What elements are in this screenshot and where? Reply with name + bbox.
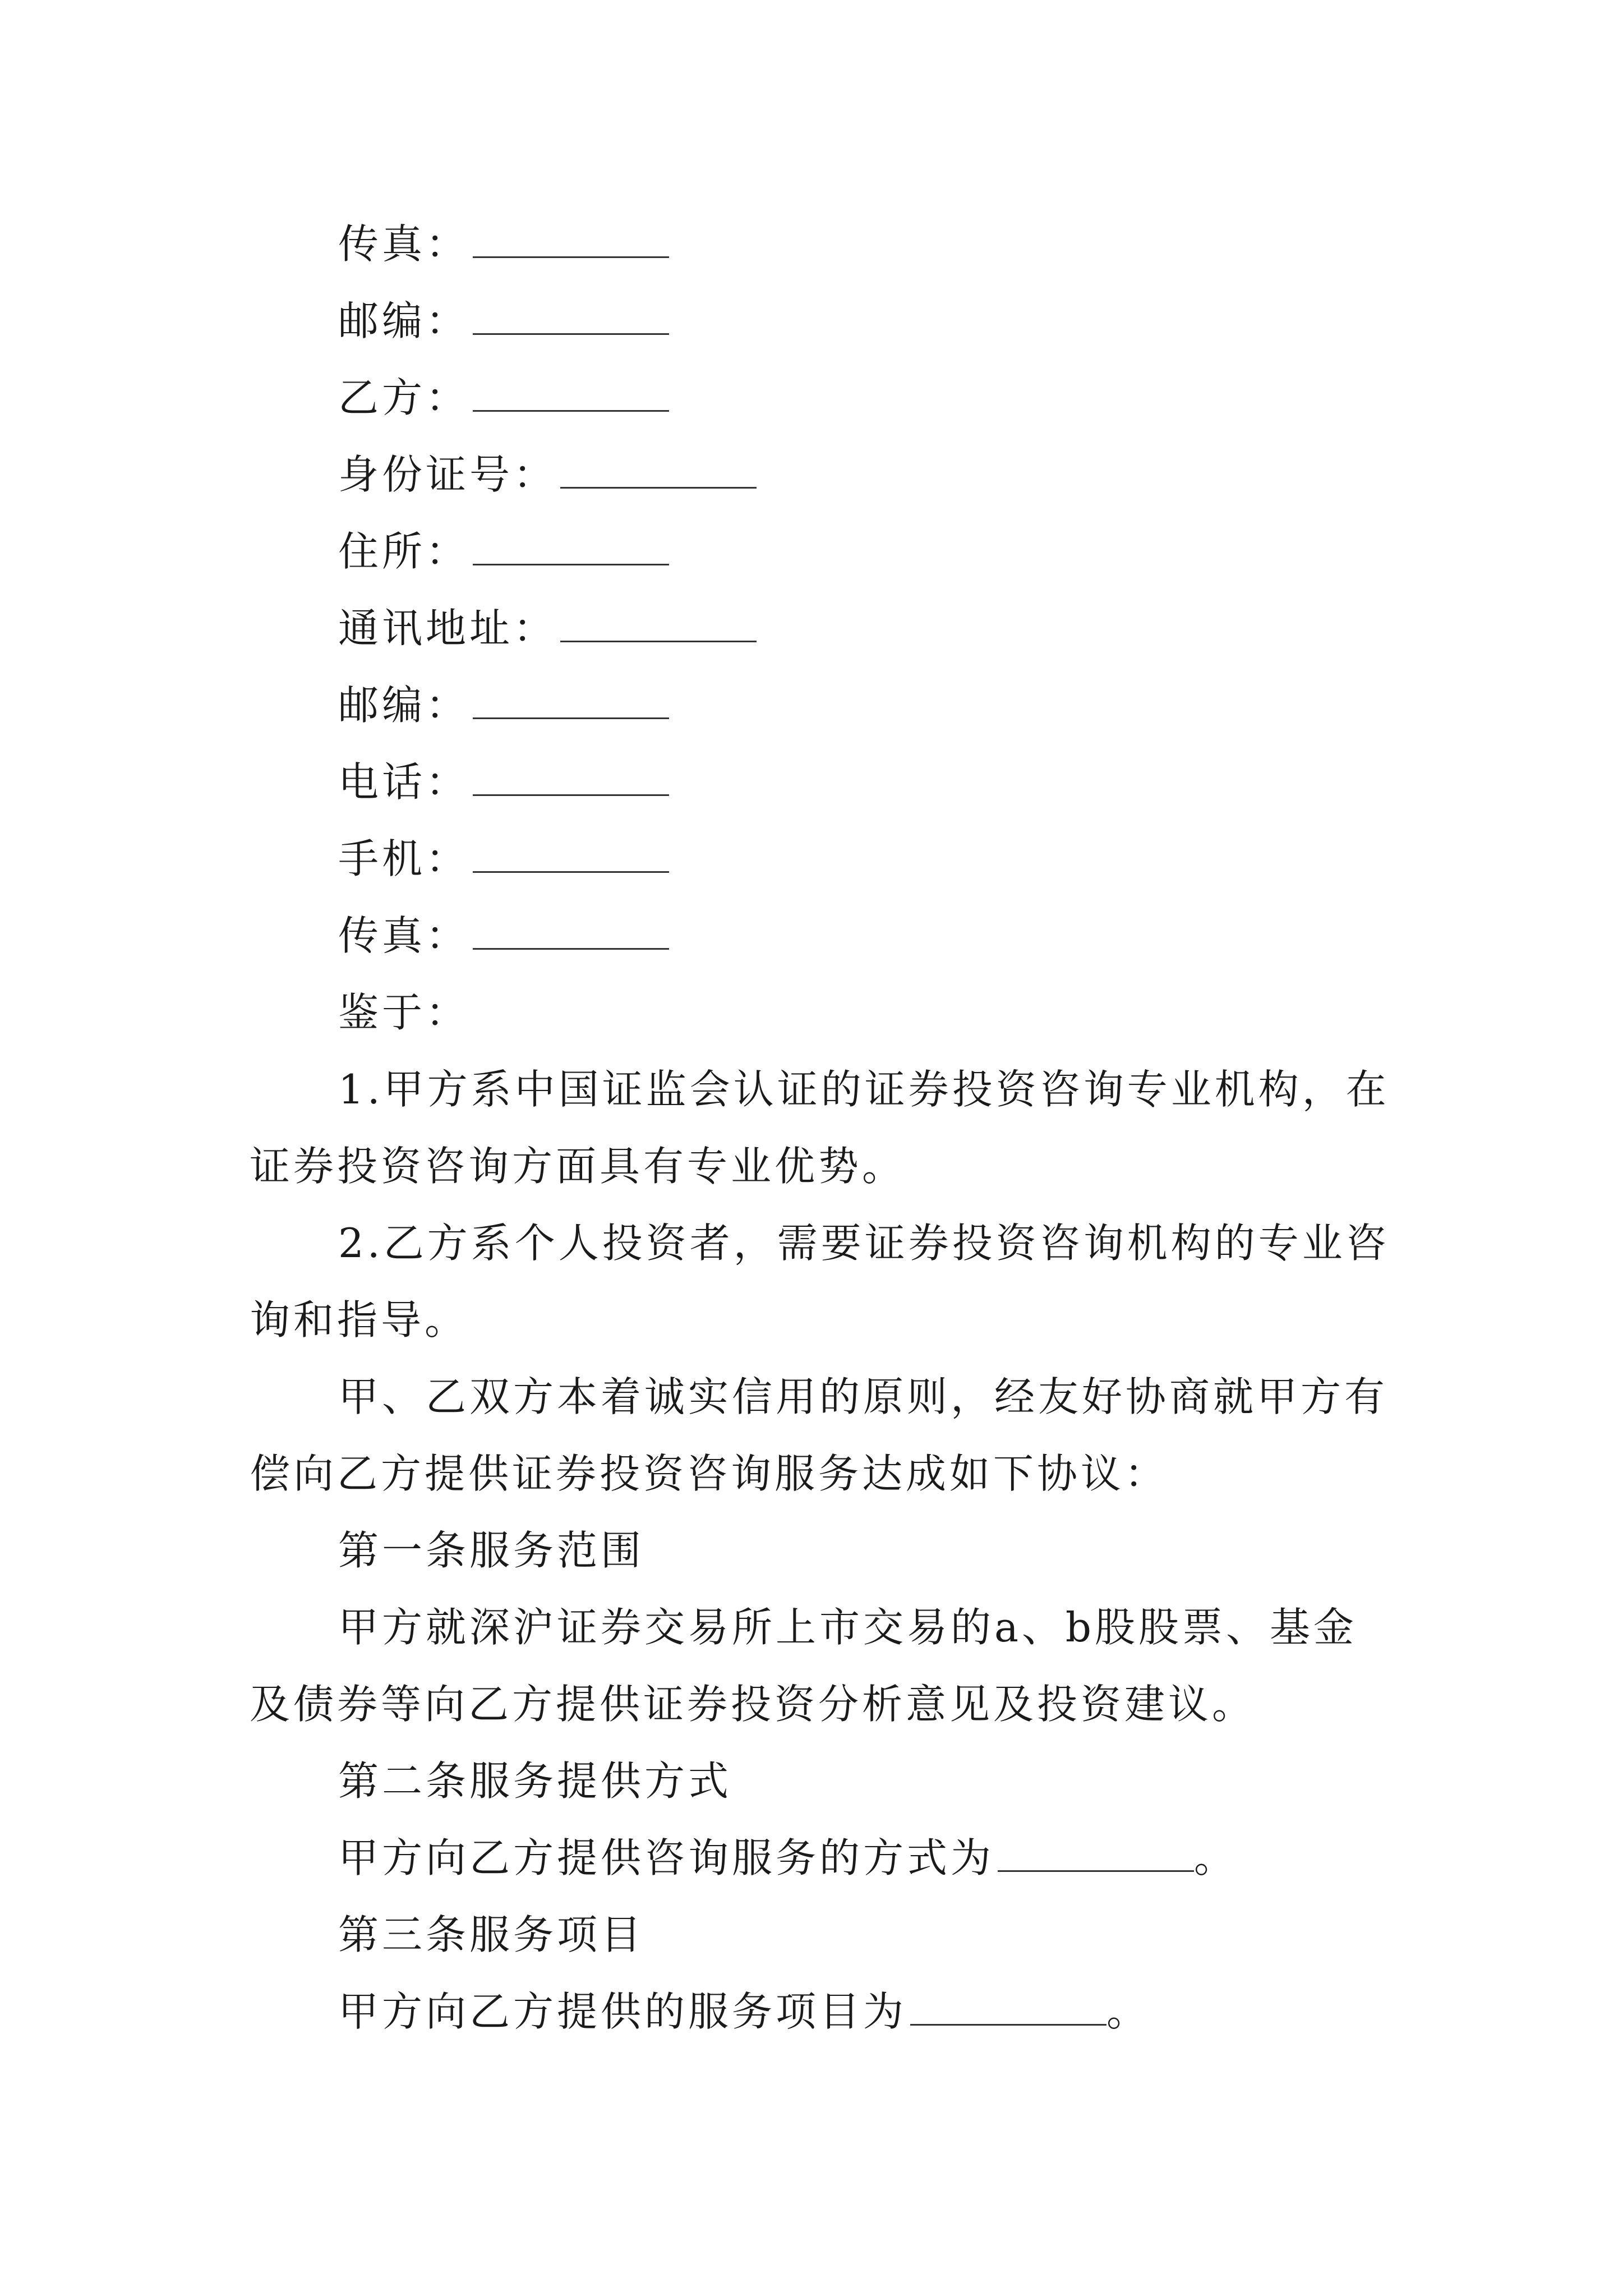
field-label: 乙方： xyxy=(338,374,470,421)
field-phone xyxy=(338,754,669,810)
field-label: 手机： xyxy=(338,835,470,882)
article-3-text xyxy=(338,1984,1150,2040)
field-label: 通讯地址： xyxy=(338,605,557,652)
article-3-title: 第三条服务项目 xyxy=(338,1911,645,1958)
blank-line xyxy=(910,2022,1106,2026)
article-2-text xyxy=(338,1830,1238,1886)
paragraph-3-line-1: 甲、乙双方本着诚实信用的原则，经友好协商就甲方有 xyxy=(338,1373,1389,1420)
article-2-body: 甲方向乙方提供咨询服务的方式为 xyxy=(338,1834,995,1881)
field-fax-2 xyxy=(338,908,669,964)
blank-line xyxy=(473,562,669,565)
field-label: 邮编： xyxy=(338,297,470,344)
field-mobile xyxy=(338,831,669,887)
field-fax xyxy=(338,216,669,272)
blank-line xyxy=(473,408,669,412)
article-1-line-2: 及债券等向乙方提供证券投资分析意见及投资建议。 xyxy=(250,1681,1256,1728)
paragraph-1-line-2: 证券投资咨询方面具有专业优势。 xyxy=(250,1143,906,1190)
field-label: 电话： xyxy=(338,758,470,806)
whereas-heading: 鉴于： xyxy=(338,989,470,1036)
paragraph-1-line-1: 1.甲方系中国证监会认证的证券投资咨询专业机构，在 xyxy=(338,1066,1390,1113)
blank-line xyxy=(560,485,757,489)
blank-line xyxy=(560,638,757,642)
field-postcode-2 xyxy=(338,677,669,733)
blank-line xyxy=(473,715,669,719)
field-party-b xyxy=(338,370,669,426)
field-label: 身份证号： xyxy=(338,451,557,498)
blank-line xyxy=(473,869,669,873)
field-label: 邮编： xyxy=(338,682,470,729)
blank-line xyxy=(473,254,669,258)
paragraph-3-line-2: 偿向乙方提供证券投资咨询服务达成如下协议： xyxy=(250,1450,1169,1497)
field-postcode xyxy=(338,293,669,349)
blank-line xyxy=(473,331,669,335)
paragraph-2-line-2: 询和指导。 xyxy=(250,1296,469,1343)
field-label: 住所： xyxy=(338,528,470,575)
article-1-title: 第一条服务范围 xyxy=(338,1527,645,1574)
article-2-end: 。 xyxy=(1194,1834,1238,1881)
field-label: 传真： xyxy=(338,912,470,959)
blank-line xyxy=(998,1868,1194,1872)
article-2-title: 第二条服务提供方式 xyxy=(338,1757,732,1805)
blank-line xyxy=(473,792,669,796)
blank-line xyxy=(473,946,669,950)
field-mailing-address xyxy=(338,600,757,656)
paragraph-2-line-1: 2.乙方系个人投资者，需要证券投资咨询机构的专业咨 xyxy=(338,1220,1390,1267)
article-3-body: 甲方向乙方提供的服务项目为 xyxy=(338,1988,907,2035)
field-id-number xyxy=(338,447,757,503)
article-3-end: 。 xyxy=(1106,1988,1151,2035)
article-1-line-1: 甲方就深沪证券交易所上市交易的a、b股股票、基金 xyxy=(338,1604,1358,1651)
field-label: 传真： xyxy=(338,220,470,268)
field-residence xyxy=(338,523,669,579)
